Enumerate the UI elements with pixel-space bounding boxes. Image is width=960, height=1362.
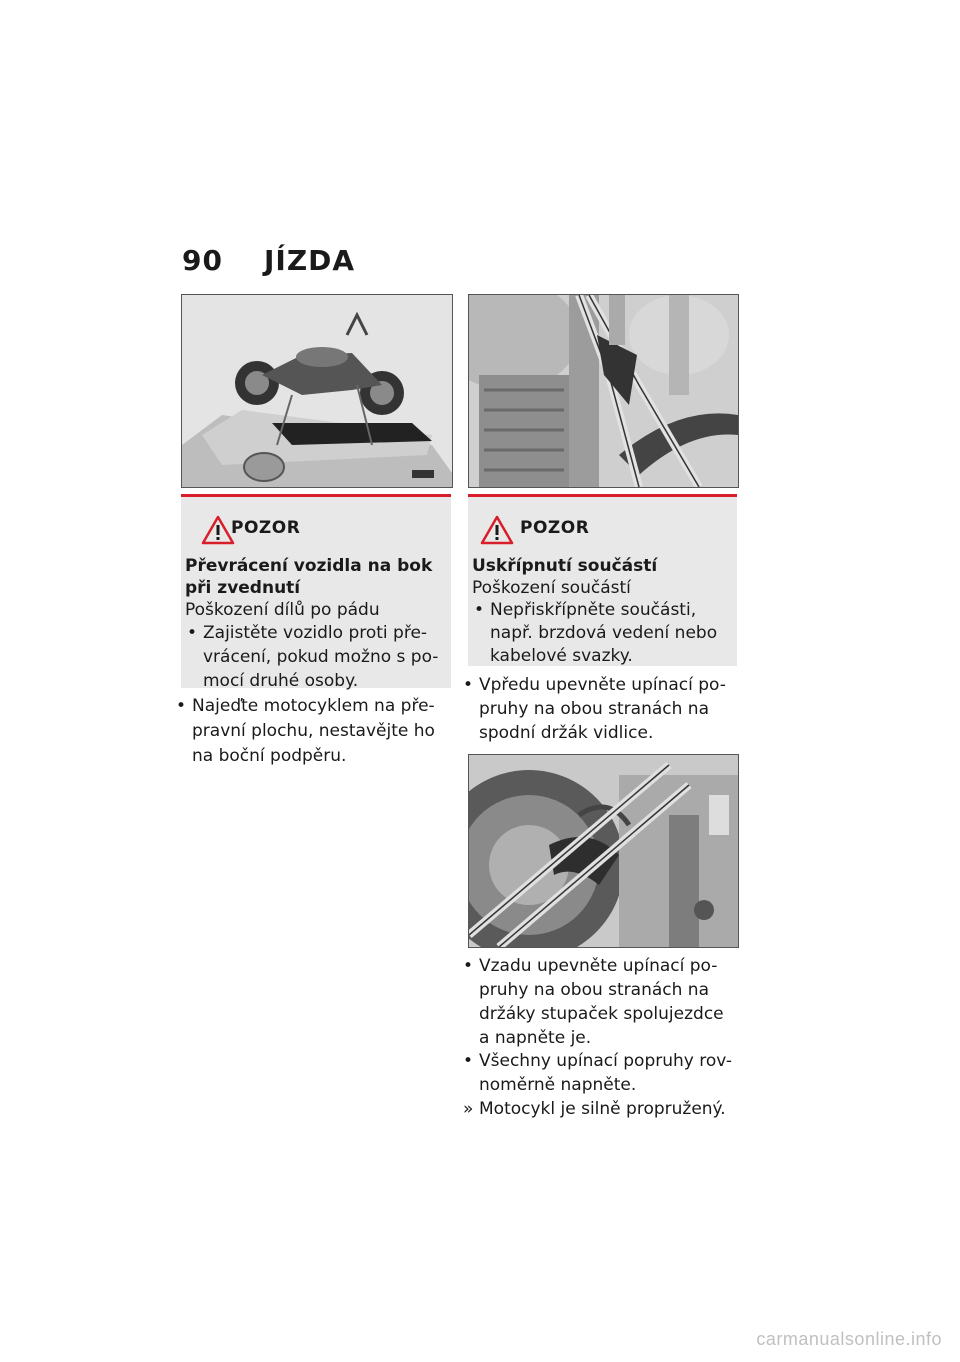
instruction-text-line: Najeďte motocyklem na pře- xyxy=(192,696,435,716)
instruction-text-line: pruhy na obou stranách na xyxy=(479,699,709,719)
warning-box-pinching xyxy=(468,494,737,666)
bullet-mark: • xyxy=(187,623,198,643)
watermark: carmanualsonline.info xyxy=(756,1329,942,1349)
warning-cause: Poškození dílů po pádu xyxy=(185,600,380,620)
instruction-text-line: Vpředu upevněte upínací po- xyxy=(479,675,726,695)
result-mark: » xyxy=(463,1099,474,1119)
warning-triangle-icon xyxy=(480,515,514,545)
motorcycle-on-trailer-image xyxy=(181,294,453,488)
rear-footrest-strap-image xyxy=(468,754,739,948)
page-number: 90 xyxy=(182,244,223,277)
result-text: Motocykl je silně propružený. xyxy=(479,1099,726,1119)
instruction-text-line: pruhy na obou stranách na xyxy=(479,980,709,1000)
bullet-text-line: Nepřiskřípněte součásti, xyxy=(490,600,697,620)
instruction-text-line: spodní držák vidlice. xyxy=(479,723,654,743)
instruction-text-line: a napněte je. xyxy=(479,1028,592,1048)
instruction-text-line: Všechny upínací popruhy rov- xyxy=(479,1051,732,1071)
bullet-text-line: mocí druhé osoby. xyxy=(203,671,359,691)
warning-header xyxy=(468,515,737,545)
warning-title-line: při zvednutí xyxy=(185,578,301,598)
bullet-mark: • xyxy=(176,696,187,716)
warning-cause: Poškození součástí xyxy=(472,578,631,598)
bullet-text-line: Zajistěte vozidlo proti pře- xyxy=(203,623,428,643)
bullet-mark: • xyxy=(463,1051,474,1071)
instruction-text-line: na boční podpěru. xyxy=(192,746,347,766)
bullet-text-line: např. brzdová vedení nebo xyxy=(490,623,718,643)
bullet-text-line: kabelové svazky. xyxy=(490,646,633,666)
instruction-text-line: pravní plochu, nestavějte ho xyxy=(192,721,435,741)
instruction-text-line: držáky stupaček spolujezdce xyxy=(479,1004,724,1024)
warning-triangle-icon xyxy=(201,515,235,545)
warning-header xyxy=(181,515,451,545)
warning-box-tipping xyxy=(181,494,451,691)
bullet-mark: • xyxy=(474,600,485,620)
bullet-mark: • xyxy=(463,956,474,976)
warning-title-line: Převrácení vozidla na bok xyxy=(185,556,433,576)
warning-title: Uskřípnutí součástí xyxy=(472,556,658,576)
section-title: JÍZDA xyxy=(264,244,356,277)
front-fork-strap-image xyxy=(468,294,739,488)
warning-label: POZOR xyxy=(520,518,590,538)
instruction-text-line: Vzadu upevněte upínací po- xyxy=(479,956,718,976)
bullet-mark: • xyxy=(463,675,474,695)
instruction-text-line: noměrně napněte. xyxy=(479,1075,637,1095)
warning-label: POZOR xyxy=(231,518,301,538)
bullet-text-line: vrácení, pokud možno s po- xyxy=(203,647,439,667)
